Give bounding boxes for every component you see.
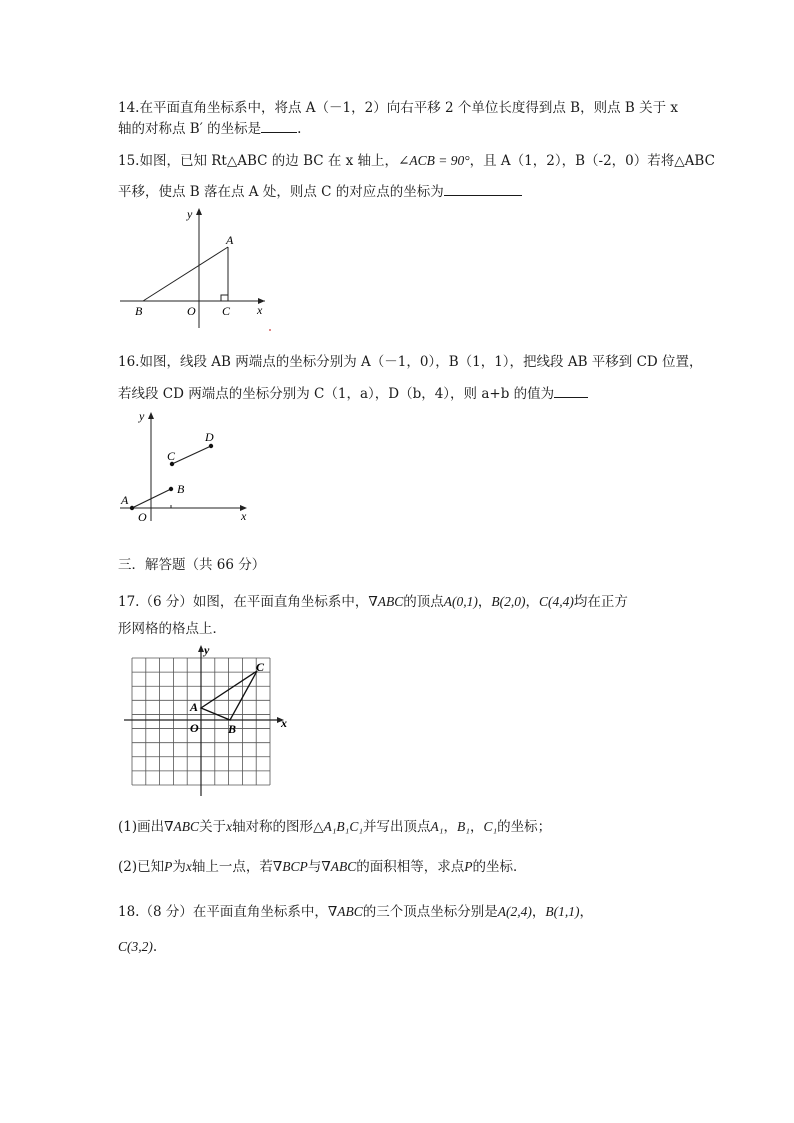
q17-math-point-c: C(4,4) (539, 594, 574, 609)
q15-label-a: A (226, 233, 234, 247)
q17-p1-math-2: x (226, 819, 233, 834)
q16-label-c: C (167, 449, 176, 463)
q17-text-c: ， (477, 594, 492, 610)
q18-math-point-b: B(1,1) (545, 904, 580, 919)
q18-period: . (152, 939, 158, 955)
q17-p2-text-e: 的面积相等，求点 (356, 859, 465, 875)
q15-text-b: ，且 A（1，2），B（-2，0）若将△ABC (469, 153, 715, 169)
q15-label-x: x (257, 303, 263, 317)
q18-text-c: ， (531, 904, 546, 920)
q14-line1: 14.在平面直角坐标系中，将点 A（－1，2）向右平移 2 个单位长度得到点 B，则点 B 关于 x (118, 100, 678, 116)
q16-label-b: B (177, 482, 185, 496)
q14-period: . (297, 121, 302, 137)
q17-p1-text-g: 的坐标； (497, 819, 552, 835)
q17-label-o: O (190, 721, 199, 735)
q17-label-a: A (190, 700, 199, 714)
q17-p1-text-c: 轴对称的图形 (232, 819, 314, 835)
q18-text-a: 18.（8 分）在平面直角坐标系中， (118, 904, 328, 920)
q17-math-triangle: ∇ABC (368, 594, 404, 609)
q16-line1: 16.如图，线段 AB 两端点的坐标分别为 A（－1，0），B（1，1），把线段 AB 平移到 CD 位置， (118, 354, 703, 370)
q17-label-b: B (228, 722, 237, 736)
q16-text: 若线段 CD 两端点的坐标分别为 C（1，a），D（b，4），则 a+b 的值为 (118, 386, 555, 402)
q17-p2-math-1: P (164, 859, 173, 874)
q17-p1-text-f: ， (469, 819, 484, 835)
q17-p1-math-4: A₁ (430, 819, 444, 834)
q16-label-d: D (205, 430, 214, 444)
q17-math-point-b: B(2,0) (491, 594, 526, 609)
q17-p1-math-6: C₁ (483, 819, 498, 834)
q17-p1-text-e: ， (443, 819, 457, 835)
q18-math-point-c: C(3,2) (118, 939, 153, 954)
q17-math-point-a: A(0,1) (443, 594, 478, 609)
q17-part2 (118, 858, 527, 876)
q17-p2-math-4: ∇ABC (321, 859, 357, 874)
q17-line2: 形网格的格点上． (118, 621, 226, 637)
q16-label-y: y (139, 409, 145, 423)
q18-text-b: 的三个顶点坐标分别是 (362, 904, 498, 920)
q14-text: 轴的对称点 B′ 的坐标是 (118, 121, 262, 137)
q17-text-a: 17.（6 分）如图，在平面直角坐标系中， (118, 594, 369, 610)
q15-angle-formula: ∠ACB = 90° (398, 153, 470, 168)
q16-label-o: O (138, 510, 147, 524)
q17-p2-math-3: ∇BCP (272, 859, 308, 874)
q15-text-a: 15.如图，已知 Rt△ABC 的边 BC 在 x 轴上， (118, 153, 399, 169)
q17-label-c: C (256, 660, 265, 674)
q16-label-x: x (241, 509, 247, 523)
q18-line1 (118, 903, 593, 921)
q17-p1-math-3: △A₁B₁C₁ (313, 819, 364, 834)
q17-p1-text-b: 关于 (199, 819, 227, 835)
q17-p2-text-c: 轴上一点，若 (191, 859, 273, 875)
section3-title: 三．解答题（共 66 分） (118, 557, 266, 573)
q18-line2 (118, 938, 157, 956)
q15-label-o: O (187, 304, 196, 318)
q16-label-a: A (121, 493, 129, 507)
q18-text-d: ， (579, 904, 594, 920)
q17-p1-text-d: 并写出顶点 (363, 819, 431, 835)
q17-text-b: 的顶点 (403, 594, 444, 610)
q15-text-c: 平移，使点 B 落在点 A 处，则点 C 的对应点的坐标为 (118, 184, 444, 200)
q17-p1-math-5: B₁ (456, 819, 470, 834)
q17-p2-math-2: x (185, 859, 192, 874)
q15-label-c: C (222, 304, 231, 318)
q18-math-triangle: ∇ABC (327, 904, 363, 919)
q17-label-x: x (281, 716, 287, 730)
q17-p2-text-a: (2)已知 (118, 859, 165, 875)
q17-part1 (118, 818, 551, 836)
q17-p2-text-b: 为 (172, 859, 186, 875)
q17-text-d: ， (525, 594, 540, 610)
q18-math-point-a: A(2,4) (497, 904, 532, 919)
q17-label-y: y (204, 643, 210, 657)
q17-p1-math-1: ∇ABC (164, 819, 200, 834)
q17-p2-text-f: 的坐标． (472, 859, 527, 875)
q15-label-b: B (135, 304, 143, 318)
q17-p2-text-d: 与 (307, 859, 322, 875)
q17-p2-math-5: P (464, 859, 473, 874)
q17-text-e: 均在正方 (573, 594, 628, 610)
q17-p1-text-a: (1)画出 (118, 819, 165, 835)
q15-label-y: y (187, 207, 193, 221)
